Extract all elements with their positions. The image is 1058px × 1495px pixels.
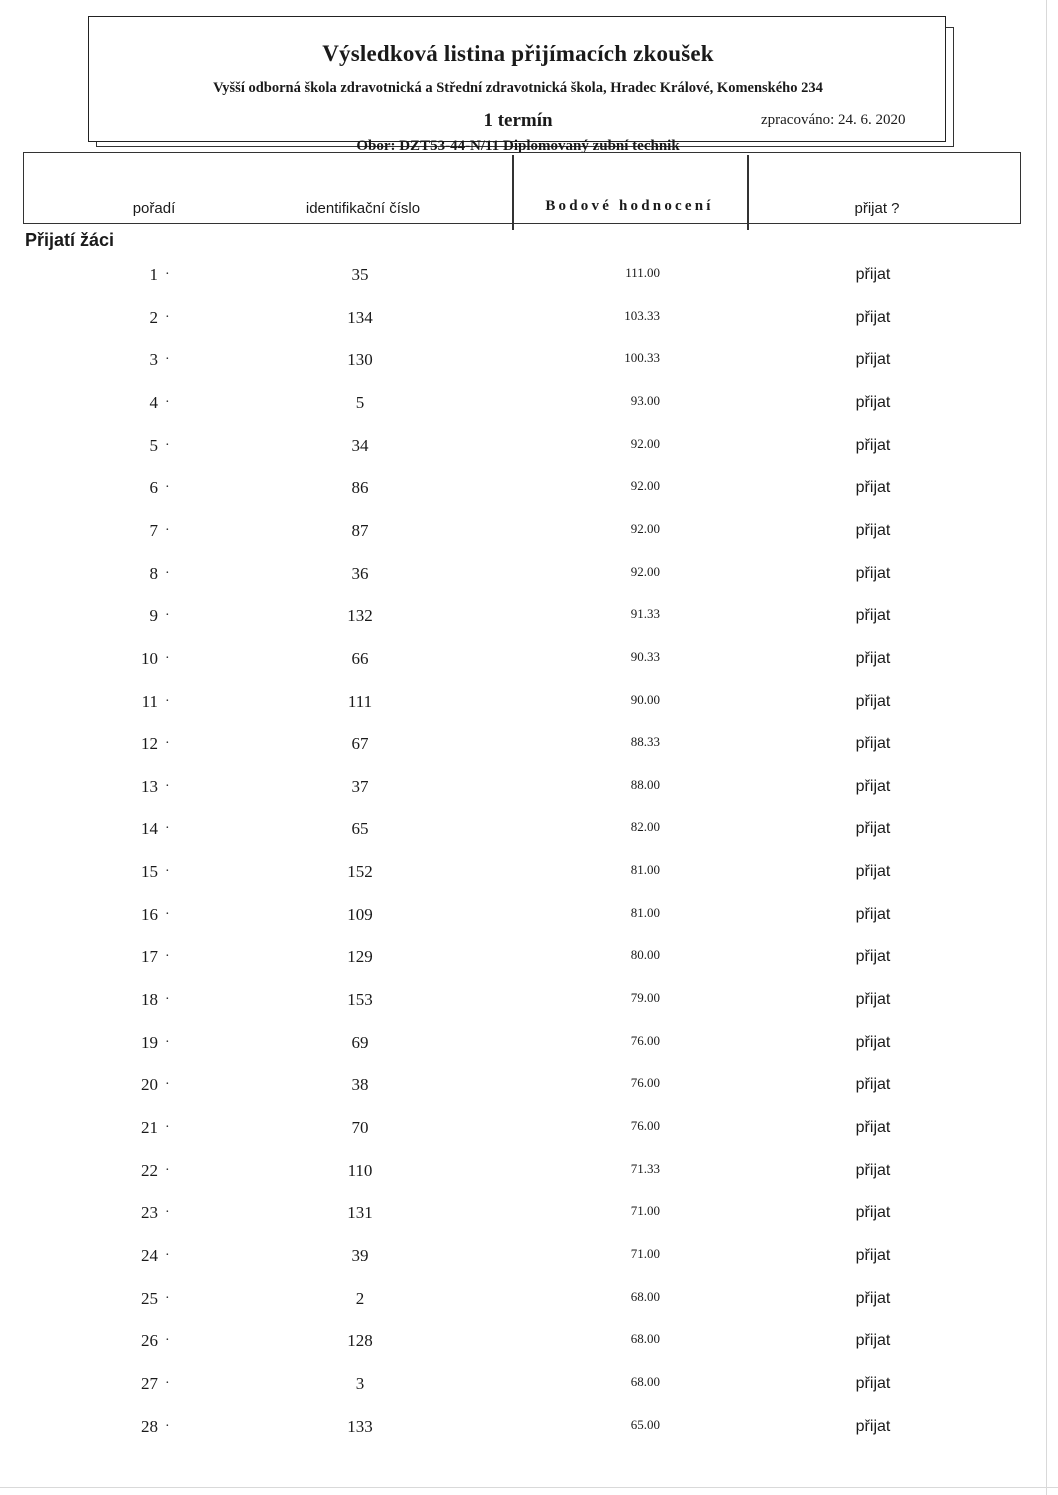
status-cell: přijat [855,351,891,369]
table-row [0,773,1058,801]
id-cell: 132 [347,606,373,626]
score-cell: 91.33 [630,606,660,622]
rank-dot: · [165,1205,170,1221]
column-divider [512,155,514,230]
score-cell: 71.00 [630,1245,660,1261]
status-cell: přijat [855,564,891,582]
id-cell: 134 [347,307,373,327]
column-header-score: Bodové hodnocení [545,198,714,214]
table-row [0,1199,1058,1227]
rank-cell: 28 [141,1416,158,1436]
status-cell: přijat [855,948,891,966]
status-cell: přijat [855,735,891,753]
score-cell: 90.33 [630,648,660,664]
score-cell: 79.00 [630,990,660,1005]
score-cell: 65.00 [630,1416,660,1432]
table-row [0,730,1058,758]
rank-cell: 12 [141,734,158,754]
rank-dot: · [165,992,170,1007]
table-row [0,901,1058,929]
table-row [0,1029,1058,1057]
id-cell: 69 [351,1032,369,1052]
score-cell: 111.00 [625,265,660,280]
id-cell: 152 [347,862,373,882]
id-cell: 2 [355,1288,365,1308]
table-row [0,986,1058,1014]
status-cell: přijat [855,393,891,411]
rank-dot: · [165,267,170,282]
rank-cell: 13 [141,776,158,796]
rank-dot: · [165,906,170,922]
status-cell: přijat [855,1161,891,1179]
table-row [0,261,1058,289]
status-cell: přijat [855,1246,891,1264]
rank-cell: 27 [141,1373,158,1393]
rank-cell: 21 [141,1118,158,1137]
study-field: Obor: DZT53-44-N/11 Diplomovaný zubní technik [356,138,680,154]
id-cell: 3 [355,1373,365,1393]
table-row [0,304,1058,332]
column-divider [747,155,749,230]
table-row [0,1327,1058,1355]
rank-cell: 6 [149,478,158,498]
rank-dot: · [165,864,170,880]
id-cell: 131 [347,1203,373,1223]
rank-dot: · [165,949,170,965]
id-cell: 86 [351,478,369,498]
id-cell: 34 [351,435,369,455]
table-row [0,943,1058,971]
score-cell: 90.00 [630,691,660,707]
id-cell: 109 [347,904,373,924]
rank-cell: 7 [149,520,158,540]
id-cell: 70 [351,1118,369,1137]
id-cell: 110 [347,1160,373,1180]
rank-dot: · [165,821,170,837]
id-cell: 130 [347,350,373,370]
rank-dot: · [165,522,170,538]
id-cell: 153 [347,990,373,1009]
rank-cell: 11 [141,691,158,711]
id-cell: 129 [347,947,373,967]
rank-cell: 14 [141,819,158,839]
exam-term: 1 termín [483,110,553,131]
score-cell: 71.33 [630,1160,660,1176]
rank-cell: 26 [141,1331,158,1351]
score-cell: 92.00 [630,563,660,579]
rank-cell: 3 [149,350,158,370]
rank-dot: · [165,608,170,624]
id-cell: 128 [347,1331,373,1351]
rank-dot: · [165,650,170,666]
rank-dot: · [165,565,170,581]
status-cell: přijat [855,1374,891,1392]
rank-cell: 1 [149,265,158,284]
rank-dot: · [165,480,170,496]
table-row [0,1071,1058,1099]
score-cell: 82.00 [630,819,660,835]
rank-dot: · [165,693,170,709]
score-cell: 81.00 [630,904,660,920]
section-heading: Přijatí žáci [25,230,115,250]
rank-cell: 8 [149,563,158,583]
score-cell: 68.00 [630,1331,660,1347]
table-row [0,645,1058,673]
id-cell: 5 [355,392,365,412]
score-cell: 80.00 [630,947,660,963]
rank-dot: · [165,1120,170,1135]
school-name: Vyšší odborná škola zdravotnická a Střední zdravotnická škola, Hradec Králové, Komenského 234 [213,80,823,96]
score-cell: 92.00 [630,520,660,536]
document-title: Výsledková listina přijímacích zkoušek [322,41,714,66]
status-cell: přijat [855,863,891,881]
id-cell: 111 [347,691,373,711]
status-cell: přijat [855,649,891,667]
status-cell: přijat [855,479,891,497]
status-cell: přijat [855,607,891,625]
score-cell: 93.00 [630,392,660,408]
status-cell: přijat [855,991,891,1008]
status-cell: přijat [855,820,891,838]
status-cell: přijat [855,777,891,795]
id-cell: 65 [351,819,369,839]
rank-dot: · [165,352,170,368]
rank-cell: 9 [149,606,158,626]
score-cell: 103.33 [624,307,660,323]
status-cell: přijat [855,308,891,326]
table-row [0,1157,1058,1185]
rank-cell: 25 [141,1288,158,1308]
rank-cell: 24 [141,1245,158,1265]
table-row [0,1242,1058,1270]
rank-cell: 22 [141,1160,158,1180]
id-cell: 66 [351,648,369,668]
table-row [0,474,1058,502]
id-cell: 67 [351,734,369,754]
rank-dot: · [165,736,170,752]
score-cell: 88.33 [630,734,660,750]
table-row [0,1114,1058,1142]
score-cell: 92.00 [630,435,660,451]
status-cell: přijat [855,1033,891,1051]
rank-dot: · [165,309,170,325]
table-row [0,1370,1058,1398]
rank-cell: 17 [141,947,158,967]
score-cell: 100.33 [624,350,660,366]
status-cell: přijat [855,266,891,283]
id-cell: 87 [351,520,369,540]
rank-cell: 16 [141,904,158,924]
rank-dot: · [165,1375,170,1391]
table-row [0,389,1058,417]
status-cell: přijat [855,436,891,454]
rank-dot: · [165,1418,170,1434]
header-box [88,16,946,154]
rank-dot: · [165,1162,170,1178]
column-header-id: identifikační číslo [305,200,421,217]
table-row [0,1413,1058,1441]
table-row [0,432,1058,460]
status-cell: přijat [855,1076,891,1094]
score-cell: 76.00 [630,1032,660,1048]
score-cell: 68.00 [630,1373,660,1389]
id-cell: 35 [351,265,369,284]
table-row [0,688,1058,716]
status-cell: přijat [855,1119,891,1136]
table-row [0,815,1058,843]
rank-dot: · [165,1247,170,1263]
rank-dot: · [165,394,170,410]
id-cell: 38 [351,1075,369,1095]
score-cell: 88.00 [630,776,660,792]
rank-dot: · [165,1034,170,1050]
id-cell: 37 [351,776,369,796]
rank-dot: · [165,1077,170,1093]
status-cell: přijat [855,1332,891,1350]
table-row [0,1285,1058,1313]
table-row [0,517,1058,545]
rank-cell: 4 [149,392,158,412]
table-row [0,858,1058,886]
status-cell: přijat [855,521,891,539]
score-cell: 92.00 [630,478,660,494]
rank-cell: 5 [149,435,158,455]
score-cell: 71.00 [630,1203,660,1219]
rank-cell: 20 [141,1075,158,1095]
rank-dot: · [165,1333,170,1349]
rank-dot: · [165,437,170,453]
rank-dot: · [165,1290,170,1306]
rank-dot: · [165,778,170,794]
rank-cell: 2 [149,307,158,327]
column-header-admitted: přijat ? [854,200,900,217]
table-row [0,346,1058,374]
status-cell: přijat [855,1289,891,1307]
table-row [0,560,1058,588]
status-cell: přijat [855,1204,891,1222]
score-cell: 81.00 [630,862,660,878]
status-cell: přijat [855,905,891,923]
status-cell: přijat [855,692,891,710]
rank-cell: 23 [141,1203,158,1223]
rank-cell: 18 [141,990,158,1009]
score-cell: 76.00 [630,1075,660,1091]
score-cell: 76.00 [630,1118,660,1133]
status-cell: přijat [855,1417,891,1435]
page-edge [0,1487,1058,1488]
rank-cell: 10 [141,648,158,668]
id-cell: 133 [347,1416,373,1436]
table-row [0,602,1058,630]
score-cell: 68.00 [630,1288,660,1304]
id-cell: 36 [351,563,369,583]
processed-date: zpracováno: 24. 6. 2020 [761,112,906,128]
id-cell: 39 [351,1245,369,1265]
rank-cell: 19 [141,1032,158,1052]
column-header-order: pořadí [132,200,176,217]
rank-cell: 15 [141,862,158,882]
